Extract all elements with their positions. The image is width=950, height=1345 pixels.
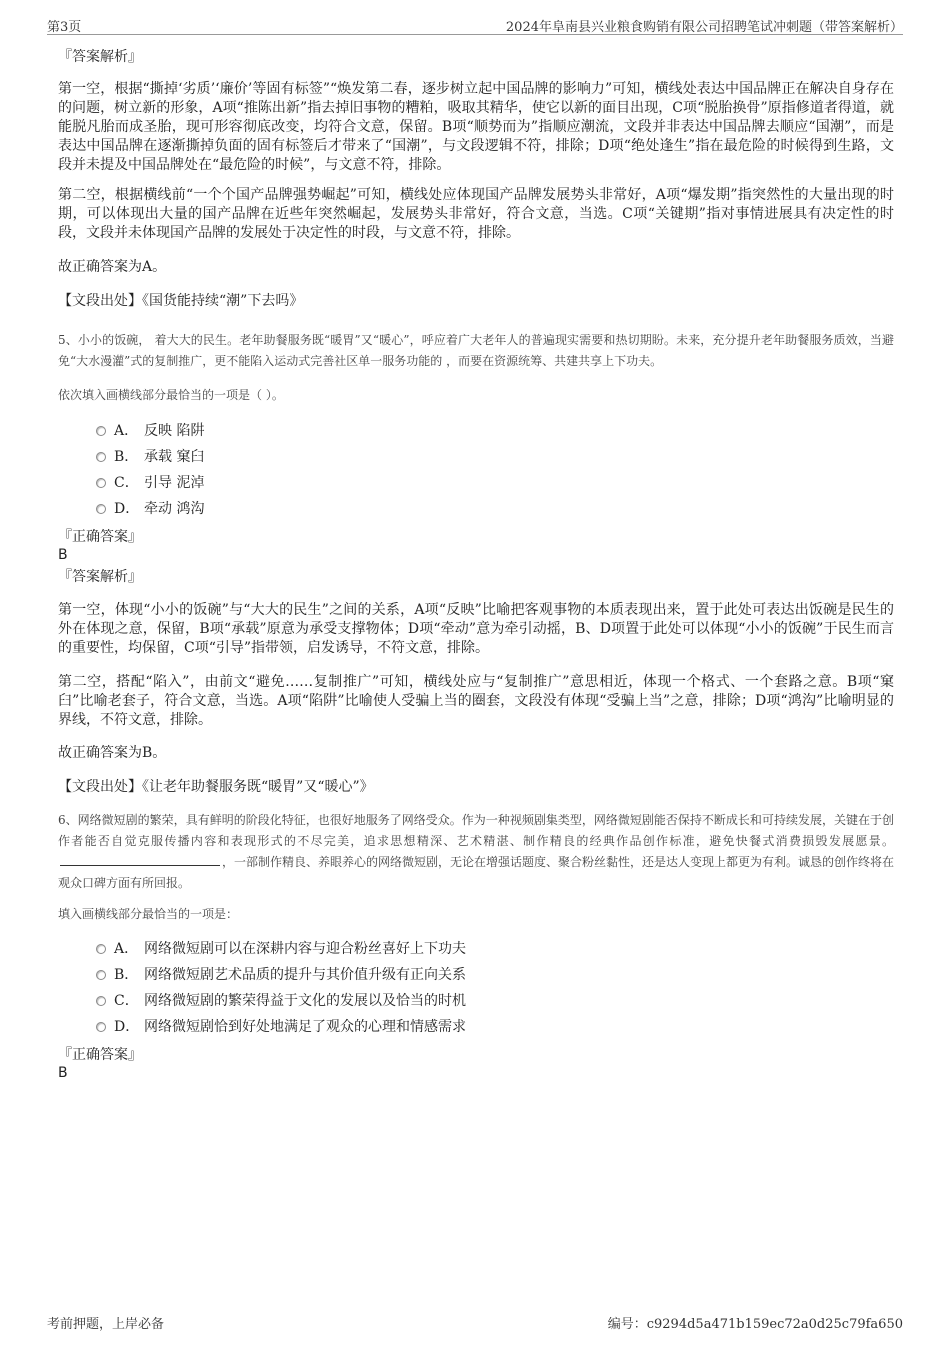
question-6-text: 6、网络微短剧的繁荣，具有鲜明的阶段化特征，也很好地服务了网络受众。作为一种视频剧集类型，网络微短剧能否保持不断成长和可持续发展，关键在于创作者能否自觉克服传播内容和表现形式的不尽完美，追求思想精深、艺术精湛、制作精良的经典作品创作标准，避免快餐式消费损毁发展愿景。，一部制作精良、养眼养心的网络微短剧，无论在增强话题度、聚合粉丝黏性，还是达人变现上都更为有利。诚恳的创作终将在观众口碑方面有所回报。 bbox=[58, 813, 895, 890]
option-a[interactable]: A． 反映 陷阱 bbox=[96, 421, 204, 441]
option-d[interactable]: D． 牵动 鸿沟 bbox=[96, 499, 204, 519]
option-text: 网络微短剧的繁荣得益于文化的发展以及恰当的时机 bbox=[144, 993, 466, 1009]
option-text: 网络微短剧艺术品质的提升与其价值升级有正向关系 bbox=[144, 967, 466, 983]
page-header bbox=[47, 14, 903, 35]
correct-answer-heading: 『正确答案』 bbox=[58, 529, 142, 545]
option-text: 引导 泥淖 bbox=[144, 475, 205, 491]
option-a[interactable]: A． 网络微短剧可以在深耕内容与迎合粉丝喜好上下功夫 bbox=[96, 939, 466, 959]
analysis-paragraph-1: 第一空，根据“撕掉‘劣质’‘廉价’等固有标签”“焕发第二春，逐步树立起中国品牌的影响力”可知，横线处表达中国品牌正在解决自身存在的问题，树立新的形象，A项“推陈出新”指去掉旧事物的糟粕，吸取其精华，使它以新的面目出现，C项“脱胎换骨”原指修道者得道，就能脱凡胎而成圣胎，现可形容彻底改变，均符合文意，保留。B项“顺势而为”指顺应潮流，文段并非表达中国品牌去顺应“国潮”，而是表达中国品牌在逐渐撕掉负面的固有标签后才带来了“国潮”，与文段逻辑不符，排除；D项“绝处逢生”指在最危险的时候得到生路，文段并未提及中国品牌处在“最危险的时候”，与文意不符，排除。 bbox=[58, 81, 894, 173]
correct-answer-heading: 『正确答案』 bbox=[58, 1047, 142, 1063]
document-title: 2024年阜南县兴业粮食购销有限公司招聘笔试冲刺题（带答案解析） bbox=[505, 20, 903, 35]
question-5-instruction: 依次填入画横线部分最恰当的一项是（ ）。 bbox=[58, 388, 284, 402]
option-d[interactable]: D． 网络微短剧恰到好处地满足了观众的心理和情感需求 bbox=[96, 1017, 466, 1037]
option-text: 反映 陷阱 bbox=[144, 423, 205, 439]
page-number: 第3页 bbox=[47, 20, 82, 35]
radio-icon[interactable] bbox=[96, 970, 106, 980]
analysis-paragraph-2: 第二空，根据横线前“一个个国产品牌强势崛起”可知，横线处应体现国产品牌发展势头非常好，A项“爆发期”指突然性的大量出现的时期，可以体现出大量的国产品牌在近些年突然崛起，发展势头非常好，符合文意，当选。C项“关键期”指对事情进展具有决定性的时段，文段并未体现国产品牌的发展处于决定性的时段，与文意不符，排除。 bbox=[58, 187, 894, 241]
conclusion: 故正确答案为A。 bbox=[58, 259, 167, 275]
conclusion: 故正确答案为B。 bbox=[58, 745, 167, 761]
question-6-instruction: 填入画横线部分最恰当的一项是： bbox=[58, 907, 239, 921]
option-text: 网络微短剧恰到好处地满足了观众的心理和情感需求 bbox=[144, 1019, 466, 1035]
radio-icon[interactable] bbox=[96, 1022, 106, 1032]
analysis-paragraph-1: 第一空，体现“小小的饭碗”与“大大的民生”之间的关系，A项“反映”比喻把客观事物的本质表现出来，置于此处可表达出饭碗是民生的外在体现之意，保留，B项“承载”原意为承受支撑物体；D项“牵动”意为牵引动摇，B、D项置于此处可以体现“小小的饭碗”于民生而言的重要性，均保留，C项“引导”指带领，启发诱导，不符文意，排除。 bbox=[58, 602, 894, 656]
radio-icon[interactable] bbox=[96, 996, 106, 1006]
analysis-heading: 『答案解析』 bbox=[58, 569, 142, 585]
document-id: 编号：c9294d5a471b159ec72a0d25c79fa650 bbox=[607, 1317, 903, 1332]
analysis-heading: 『答案解析』 bbox=[58, 49, 142, 65]
option-text: 牵动 鸿沟 bbox=[144, 501, 205, 517]
radio-icon[interactable] bbox=[96, 504, 106, 514]
radio-icon[interactable] bbox=[96, 944, 106, 954]
option-c[interactable]: C． 引导 泥淖 bbox=[96, 473, 204, 493]
question-5-text: 5、小小的饭碗， 着大大的民生。老年助餐服务既“暖胃”又“暖心”，呼应着广大老年人的普遍现实需要和热切期盼。未来，充分提升老年助餐服务质效，当避免“大水漫灌”式的复制推广，更不能陷入运动式完善社区单一服务功能的 ，而要在资源统筹、共建共享上下功夫。 bbox=[58, 333, 894, 368]
footer-slogan: 考前押题，上岸必备 bbox=[47, 1317, 165, 1332]
option-text: 网络微短剧可以在深耕内容与迎合粉丝喜好上下功夫 bbox=[144, 941, 466, 957]
passage-source: 【文段出处】《让老年助餐服务既“暖胃”又“暖心”》 bbox=[58, 779, 374, 795]
option-b[interactable]: B． 网络微短剧艺术品质的提升与其价值升级有正向关系 bbox=[96, 965, 466, 985]
option-b[interactable]: B． 承载 窠臼 bbox=[96, 447, 204, 467]
radio-icon[interactable] bbox=[96, 426, 106, 436]
fill-blank bbox=[60, 853, 220, 866]
option-text: 承载 窠臼 bbox=[144, 449, 205, 465]
option-c[interactable]: C． 网络微短剧的繁荣得益于文化的发展以及恰当的时机 bbox=[96, 991, 466, 1011]
passage-source: 【文段出处】《国货能持续“潮”下去吗》 bbox=[58, 293, 304, 309]
correct-answer: B bbox=[58, 1065, 68, 1081]
radio-icon[interactable] bbox=[96, 478, 106, 488]
correct-answer: B bbox=[58, 547, 68, 563]
radio-icon[interactable] bbox=[96, 452, 106, 462]
analysis-paragraph-2: 第二空，搭配“陷入”，由前文“避免……复制推广”可知，横线处应与“复制推广”意思相近，体现一个格式、一个套路之意。B项“窠臼”比喻老套子，符合文意，当选。A项“陷阱”比喻使人受骗上当的圈套，文段没有体现“受骗上当”之意，排除；D项“鸿沟”比喻明显的界线，不符文意，排除。 bbox=[58, 674, 894, 728]
